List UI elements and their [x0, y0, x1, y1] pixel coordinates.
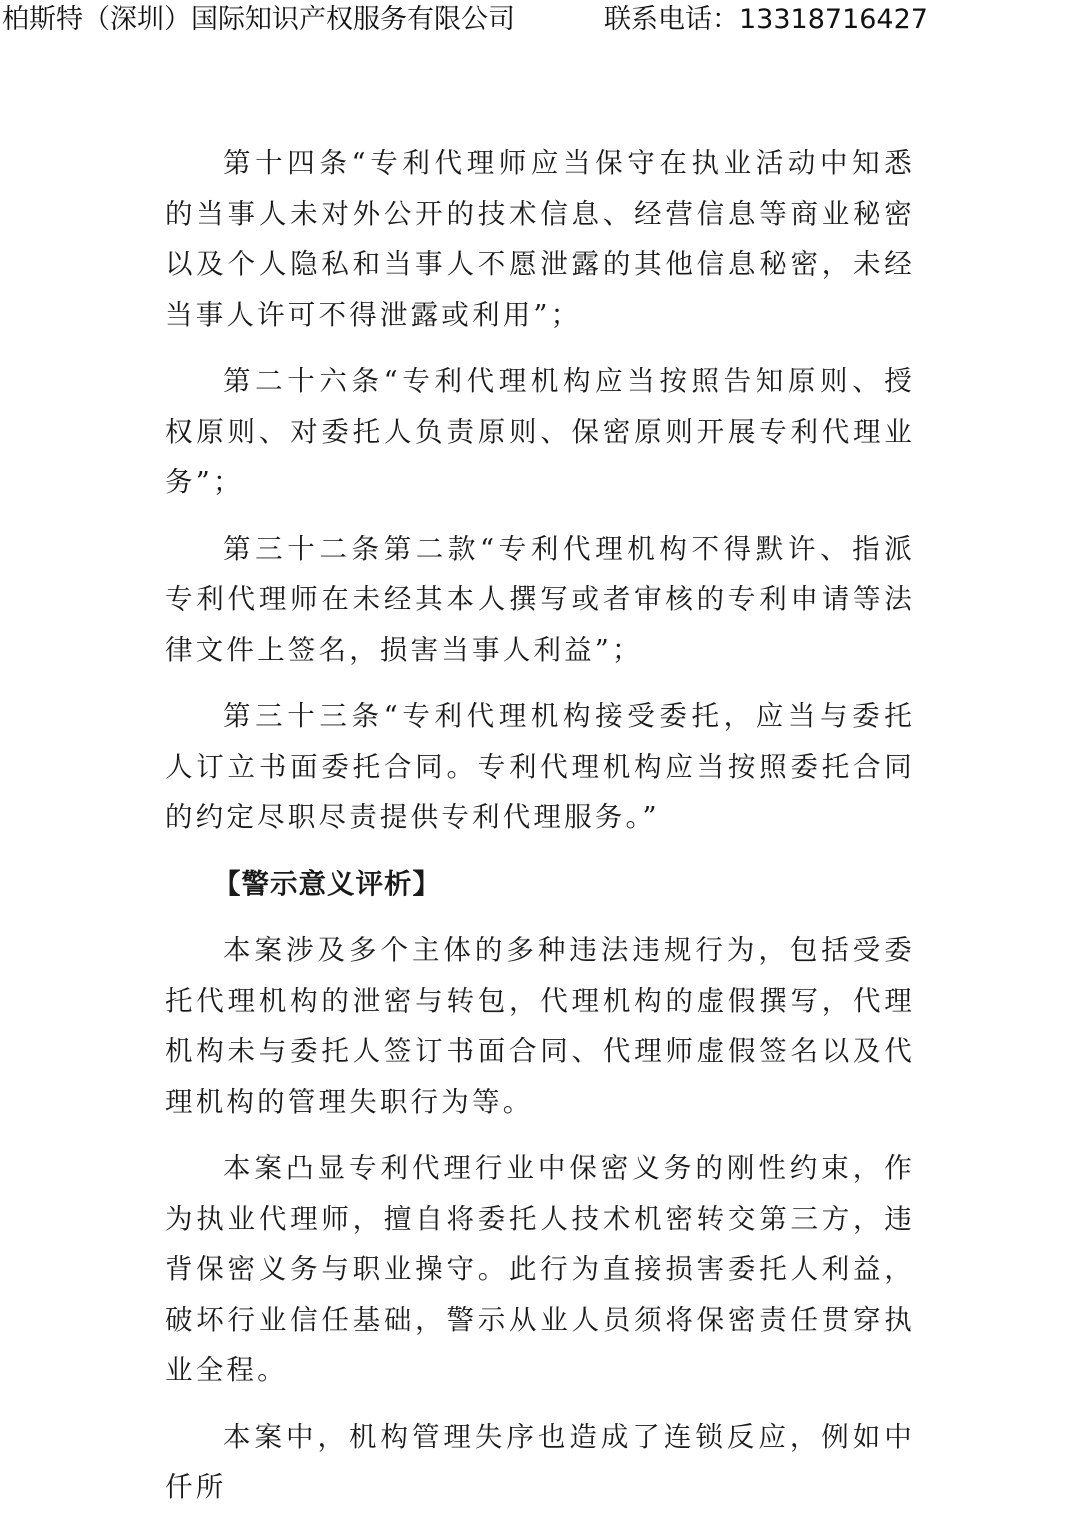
article-32-paragraph: 第三十二条第二款“专利代理机构不得默许、指派专利代理师在未经其本人撰写或者审核的专利申请等法律文件上签名，损害当事人利益”； — [165, 532, 915, 666]
document-body — [165, 138, 915, 1529]
article-33-paragraph: 第三十三条“专利代理机构接受委托，应当与委托人订立书面委托合同。专利代理机构应当按照委托合同的约定尽职尽责提供专利代理服务。” — [165, 700, 915, 833]
company-name: 柏斯特（深圳）国际知识产权服务有限公司 — [2, 4, 515, 35]
analysis-paragraph: 本案中，机构管理失序也造成了连锁反应，例如中仟所 — [165, 1420, 915, 1503]
contact-phone: 联系电话：13318716427 — [604, 4, 928, 35]
article-14-paragraph: 第十四条“专利代理师应当保守在执业活动中知悉的当事人未对外公开的技术信息、经营信息等商业秘密以及个人隐私和当事人不愿泄露的其他信息秘密，未经当事人许可不得泄露或利用”； — [165, 147, 915, 331]
section-heading: 【警示意义评析】 — [213, 867, 441, 900]
analysis-paragraph: 本案涉及多个主体的多种违法违规行为，包括受委托代理机构的泄密与转包，代理机构的虚假撰写，代理机构未与委托人签订书面合同、代理师虚假签名以及代理机构的管理失职行为等。 — [165, 934, 915, 1118]
article-26-paragraph: 第二十六条“专利代理机构应当按照告知原则、授权原则、对委托人负责原则、保密原则开展专利代理业务”； — [165, 365, 915, 498]
analysis-paragraph: 本案凸显专利代理行业中保密义务的刚性约束，作为执业代理师，擅自将委托人技术机密转交第三方，违背保密义务与职业操守。此行为直接损害委托人利益，破坏行业信任基础，警示从业人员须将保密责任贯穿执业全程。 — [165, 1152, 915, 1386]
page-header — [0, 0, 1080, 44]
